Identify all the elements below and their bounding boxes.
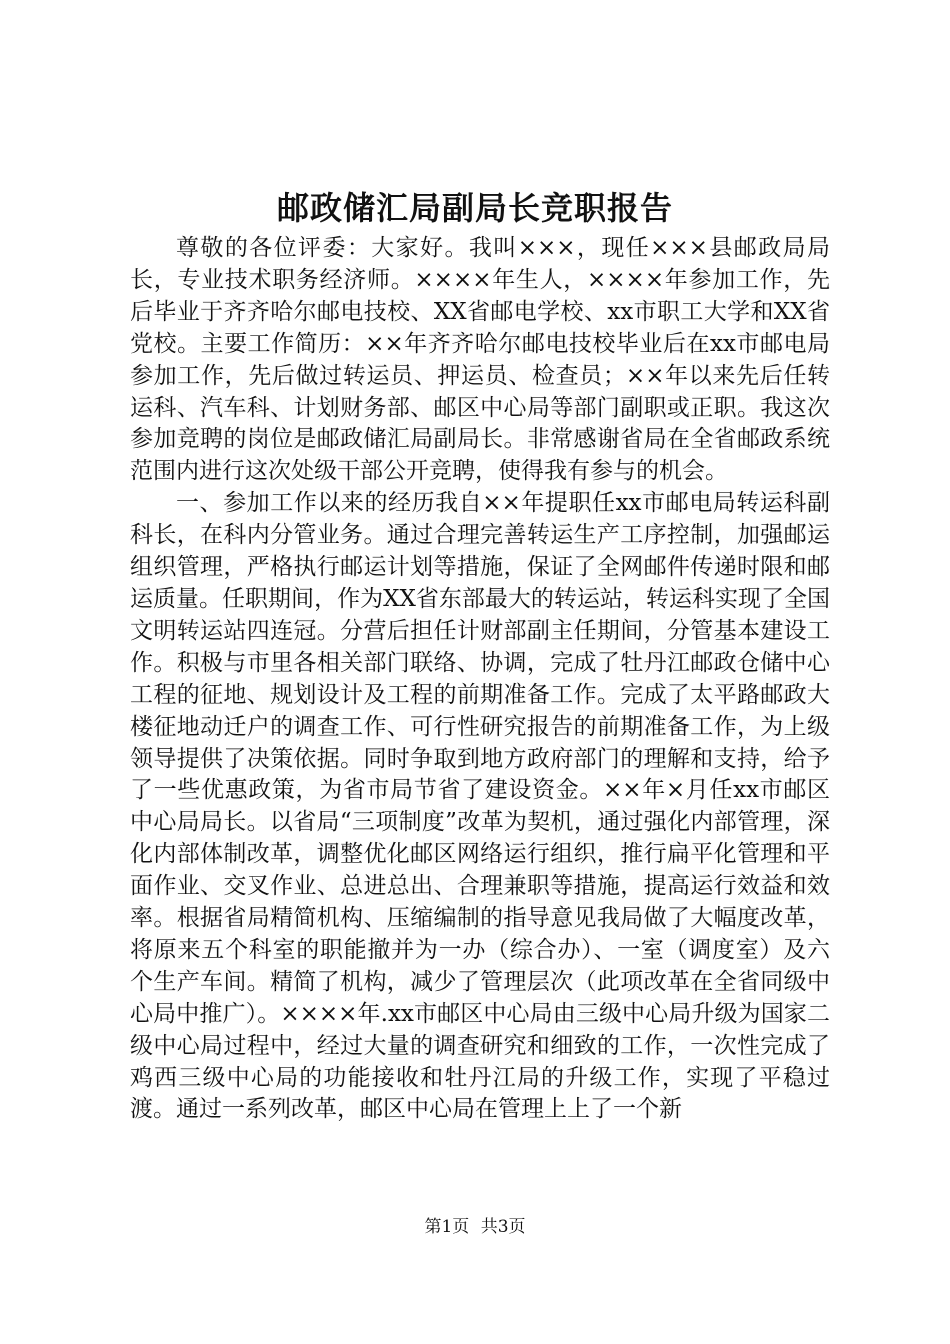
document-body bbox=[130, 233, 830, 1126]
document-title: 邮政储汇局副局长竞职报告 bbox=[276, 189, 673, 227]
paragraph-experience: 一、参加工作以来的经历我自××年提职任xx市邮电局转运科副科长，在科内分管业务。通过合理完善转运生产工序控制，加强邮运组织管理，严格执行邮运计划等措施，保证了全网邮件传递时限和邮运质量。任职期间，作为XX省东部最大的转运站，转运科实现了全国文明转运站四连冠。分营后担任计财部副主任期间，分管基本建设工作。积极与市里各相关部门联络、协调，完成了牡丹江邮政仓储中心工程的征地、规划设计及工程的前期准备工作。完成了太平路邮政大楼征地动迁户的调查工作、可行性研究报告的前期准备工作，为上级领导提供了决策依据。同时争取到地方政府部门的理解和支持，给予了一些优惠政策，为省市局节省了建设资金。××年×月任xx市邮区中心局局长。以省局“三项制度”改革为契机，通过强化内部管理，深化内部体制改革，调整优化邮区网络运行组织，推行扁平化管理和平面作业、交叉作业、总进总出、合理兼职等措施，提高运行效益和效率。根据省局精简机构、压缩编制的指导意见我局做了大幅度改革，将原来五个科室的职能撤并为一办（综合办）、一室（调度室）及六个生产车间。精简了机构，减少了管理层次（此项改革在全省同级中心局中推广）。××××年.xx市邮区中心局由三级中心局升级为国家二级中心局过程中，经过大量的调查研究和细致的工作，一次性完成了鸡西三级中心局的功能接收和牡丹江局的升级工作，实现了平稳过渡。通过一系列改革，邮区中心局在管理上上了一个新 bbox=[130, 490, 830, 1123]
page-footer bbox=[0, 1215, 950, 1239]
page-total: 共3页 bbox=[480, 1217, 526, 1237]
page-number: 第1页 bbox=[424, 1217, 470, 1237]
paragraph-greeting: 尊敬的各位评委：大家好。我叫×××，现任×××县邮政局局长，专业技术职务经济师。××××年生人，××××年参加工作，先后毕业于齐齐哈尔邮电技校、XX省邮电学校、xx市职工大学和XX省党校。主要工作简历：××年齐齐哈尔邮电技校毕业后在xx市邮电局参加工作，先后做过转运员、押运员、检查员；××年以来先后任转运科、汽车科、计划财务部、邮区中心局等部门副职或正职。我这次参加竞聘的岗位是邮政储汇局副局长。非常感谢省局在全省邮政系统范围内进行这次处级干部公开竞聘，使得我有参与的机会。 bbox=[130, 235, 830, 485]
